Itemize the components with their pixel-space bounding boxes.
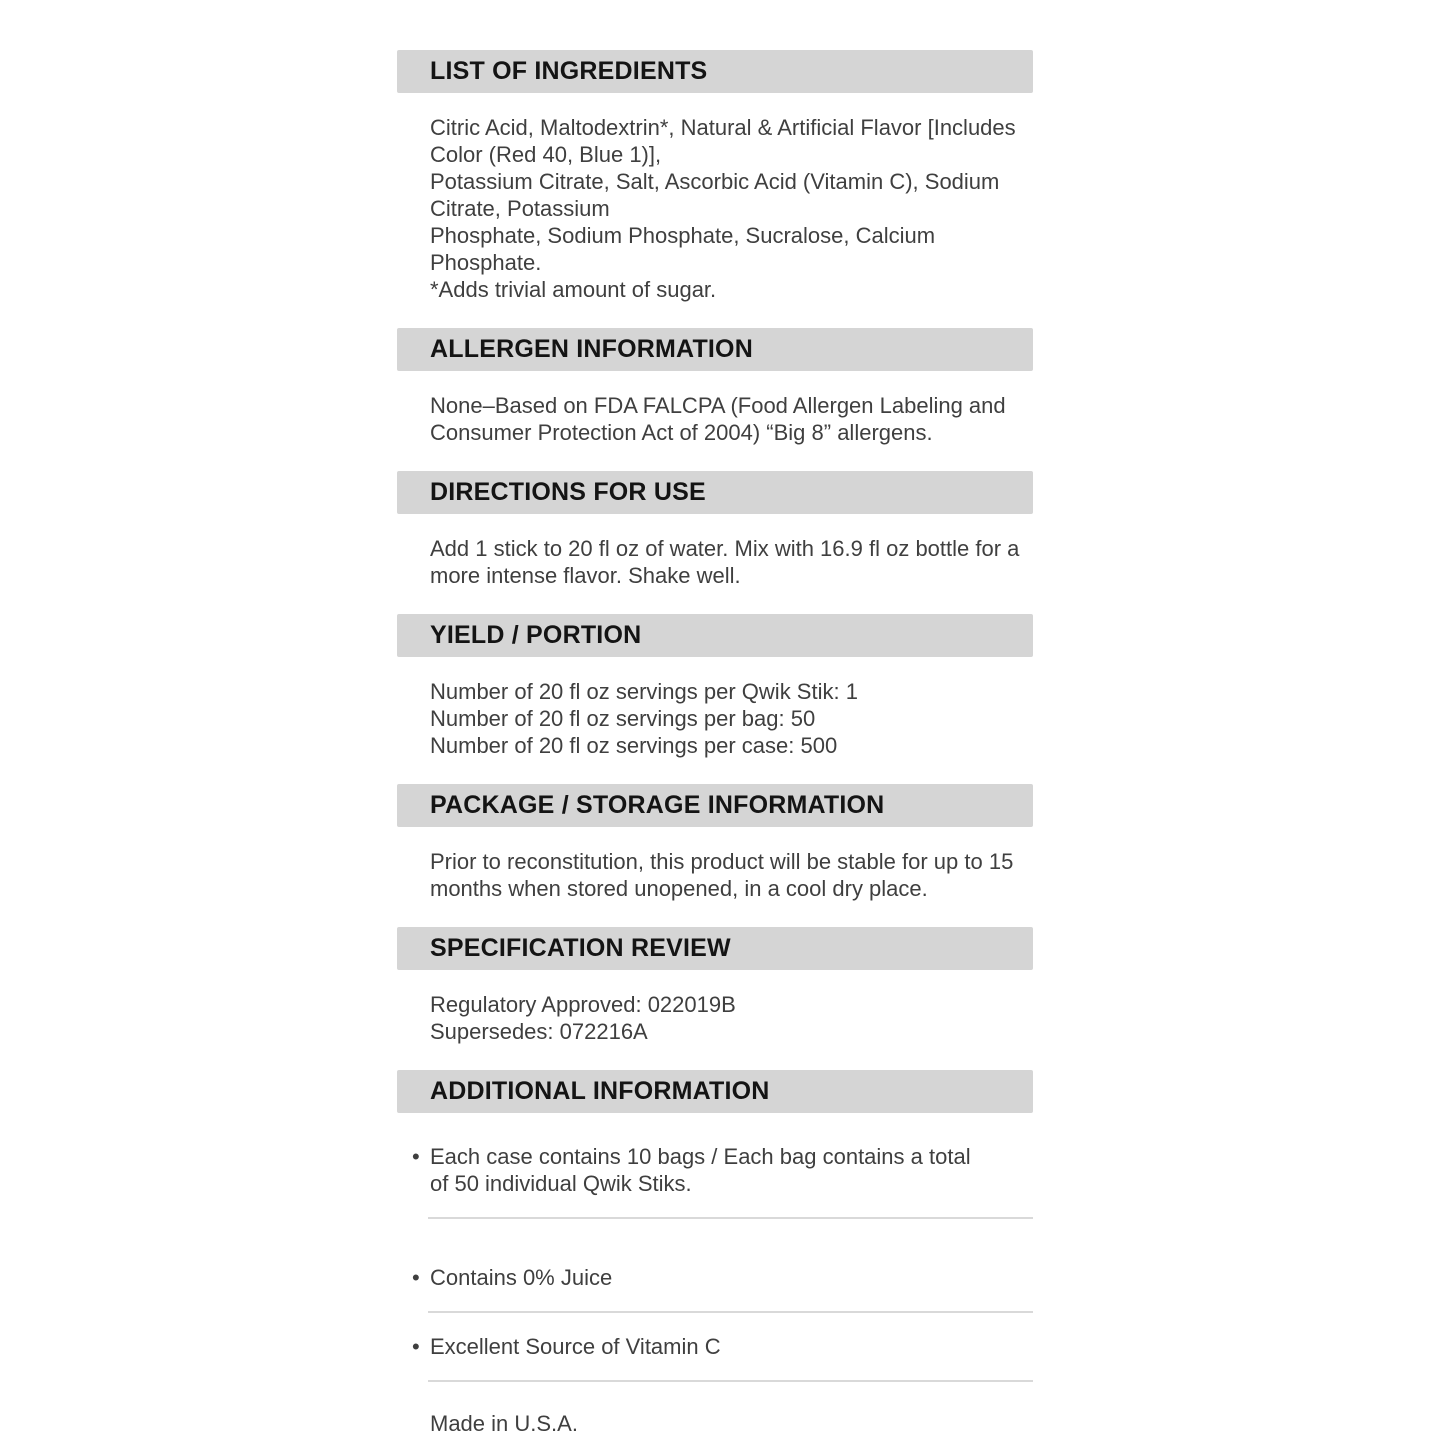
section-header-bar: [397, 328, 1033, 371]
section-header-bar: [397, 614, 1033, 657]
bullet-line: Contains 0% Juice: [430, 1265, 613, 1290]
section-directions-for-use: [397, 471, 1033, 589]
section-specification-review: [397, 927, 1033, 1045]
section-additional-information: [397, 1070, 1033, 1382]
section-title: DIRECTIONS FOR USE: [430, 478, 706, 506]
bullet-item: [397, 1333, 1033, 1360]
section-body: [397, 678, 1033, 759]
section-title: LIST OF INGREDIENTS: [430, 57, 708, 85]
spec-sheet: [397, 50, 1033, 1437]
section-list-of-ingredients: [397, 50, 1033, 303]
additional-info-list: [397, 1143, 1033, 1382]
section-yield-portion: [397, 614, 1033, 759]
bullet-item: [397, 1264, 1033, 1291]
section-title: SPECIFICATION REVIEW: [430, 934, 731, 962]
paragraph-line: Supersedes: 072216A: [430, 1019, 648, 1044]
paragraph-line: months when stored unopened, in a cool dry place.: [430, 876, 928, 901]
section-body: [397, 535, 1033, 589]
bullet-text: [430, 1143, 971, 1197]
section-header-bar: [397, 471, 1033, 514]
separator: [428, 1217, 1033, 1219]
paragraph-line: Phosphate, Sodium Phosphate, Sucralose, Calcium Phosphate.: [430, 223, 936, 275]
section-body: [397, 114, 1033, 303]
section-title: YIELD / PORTION: [430, 621, 642, 649]
paragraph-line: *Adds trivial amount of sugar.: [430, 277, 717, 302]
section-header-bar: [397, 1070, 1033, 1113]
paragraph-line: Regulatory Approved: 022019B: [430, 992, 736, 1017]
bullet-line: of 50 individual Qwik Stiks.: [430, 1171, 692, 1196]
separator: [428, 1311, 1033, 1313]
paragraph-line: more intense flavor. Shake well.: [430, 563, 741, 588]
paragraph-line: Potassium Citrate, Salt, Ascorbic Acid (Vitamin C), Sodium: [430, 169, 1000, 194]
paragraph-line: Consumer Protection Act of 2004) “Big 8” allergens.: [430, 420, 933, 445]
section-package-storage-information: [397, 784, 1033, 902]
bullet-line: Excellent Source of Vitamin C: [430, 1334, 721, 1359]
paragraph-line: Add 1 stick to 20 fl oz of water. Mix with 16.9 fl oz bottle for a: [430, 536, 1020, 561]
paragraph-line: Number of 20 fl oz servings per Qwik Stik: 1: [430, 679, 858, 704]
section-body: [397, 848, 1033, 902]
paragraph-line: Prior to reconstitution, this product will be stable for up to 15: [430, 849, 1014, 874]
section-title: ALLERGEN INFORMATION: [430, 335, 753, 363]
bullet-line: Each case contains 10 bags / Each bag contains a total: [430, 1144, 971, 1169]
made-in-usa-text: Made in U.S.A.: [430, 1411, 578, 1436]
section-body: [397, 392, 1033, 446]
section-allergen-information: [397, 328, 1033, 446]
section-header-bar: [397, 927, 1033, 970]
section-header-bar: [397, 784, 1033, 827]
bullet-text: [430, 1264, 612, 1291]
bullet-icon: •: [412, 1144, 420, 1169]
paragraph-line: Citric Acid, Maltodextrin*, Natural & Artificial Flavor [Includes: [430, 115, 1016, 140]
bullet-icon: •: [412, 1334, 420, 1359]
bullet-text: [430, 1333, 721, 1360]
separator: [428, 1380, 1033, 1382]
paragraph-line: Color (Red 40, Blue 1)],: [430, 142, 662, 167]
section-title: ADDITIONAL INFORMATION: [430, 1077, 770, 1105]
paragraph-line: Number of 20 fl oz servings per bag: 50: [430, 706, 816, 731]
paragraph-line: Number of 20 fl oz servings per case: 500: [430, 733, 838, 758]
bullet-icon: •: [412, 1265, 420, 1290]
bullet-item: [397, 1143, 1033, 1197]
paragraph-line: None–Based on FDA FALCPA (Food Allergen Labeling and: [430, 393, 1006, 418]
paragraph-line: Citrate, Potassium: [430, 196, 610, 221]
section-title: PACKAGE / STORAGE INFORMATION: [430, 791, 885, 819]
section-body: [397, 991, 1033, 1045]
section-header-bar: [397, 50, 1033, 93]
